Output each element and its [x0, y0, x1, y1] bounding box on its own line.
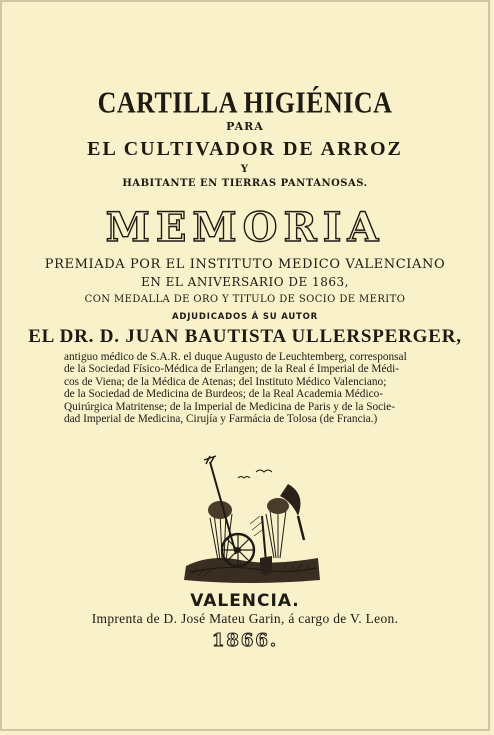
- book-subtitle: EL CULTIVADOR DE ARROZ: [87, 138, 403, 160]
- book-subtitle-2: HABITANTE EN TIERRAS PANTANOSAS.: [122, 178, 368, 189]
- credentials-line: de la Sociedad Físico-Médica de Erlangen; de la Real é Imperial de Médi-: [64, 363, 400, 376]
- publication-year: 1866.: [211, 630, 279, 651]
- author-credentials: [64, 351, 460, 425]
- anniversary-line: EN EL ANIVERSARIO DE 1863,: [141, 275, 349, 289]
- author-name: EL DR. D. JUAN BAUTISTA ULLERSPERGER,: [28, 326, 462, 347]
- publication-city: VALENCIA.: [190, 591, 300, 611]
- credentials-line: cos de Viena; de la Médica de Atenas; del Instituto Médico Valenciano;: [64, 375, 387, 388]
- memoria-heading: MEMORIA: [105, 204, 385, 251]
- agricultural-vignette: [180, 454, 322, 586]
- awarded-to-line: ADJUDICADOS Á SU AUTOR: [171, 312, 318, 322]
- credentials-line: antiguo médico de S.A.R. el duque Augusto de Leuchtemberg, corresponsal: [64, 351, 407, 363]
- credentials-line: dad Imperial de Medicina, Cirujía y Farmácia de Tolosa (de Francia.): [64, 413, 378, 426]
- printer-line: Imprenta de D. José Mateu Garin, á cargo de V. Leon.: [91, 611, 399, 626]
- credentials-line: Quirúrgica Matritense; de la Imperial de Medicina de Paris y de la Socie-: [64, 400, 396, 413]
- medal-line: CON MEDALLA DE ORO Y TITULO DE SOCIO DE MERITO: [84, 294, 406, 305]
- preposition-para: PARA: [226, 120, 264, 133]
- award-line: PREMIADA POR EL INSTITUTO MEDICO VALENCIANO: [44, 257, 446, 272]
- book-title: CARTILLA HIGIÉNICA: [97, 85, 393, 120]
- conjunction-y: Y: [240, 164, 250, 175]
- credentials-line: de la Sociedad de Medicina de Burdeos; de la Real Academia Médico-: [64, 388, 384, 401]
